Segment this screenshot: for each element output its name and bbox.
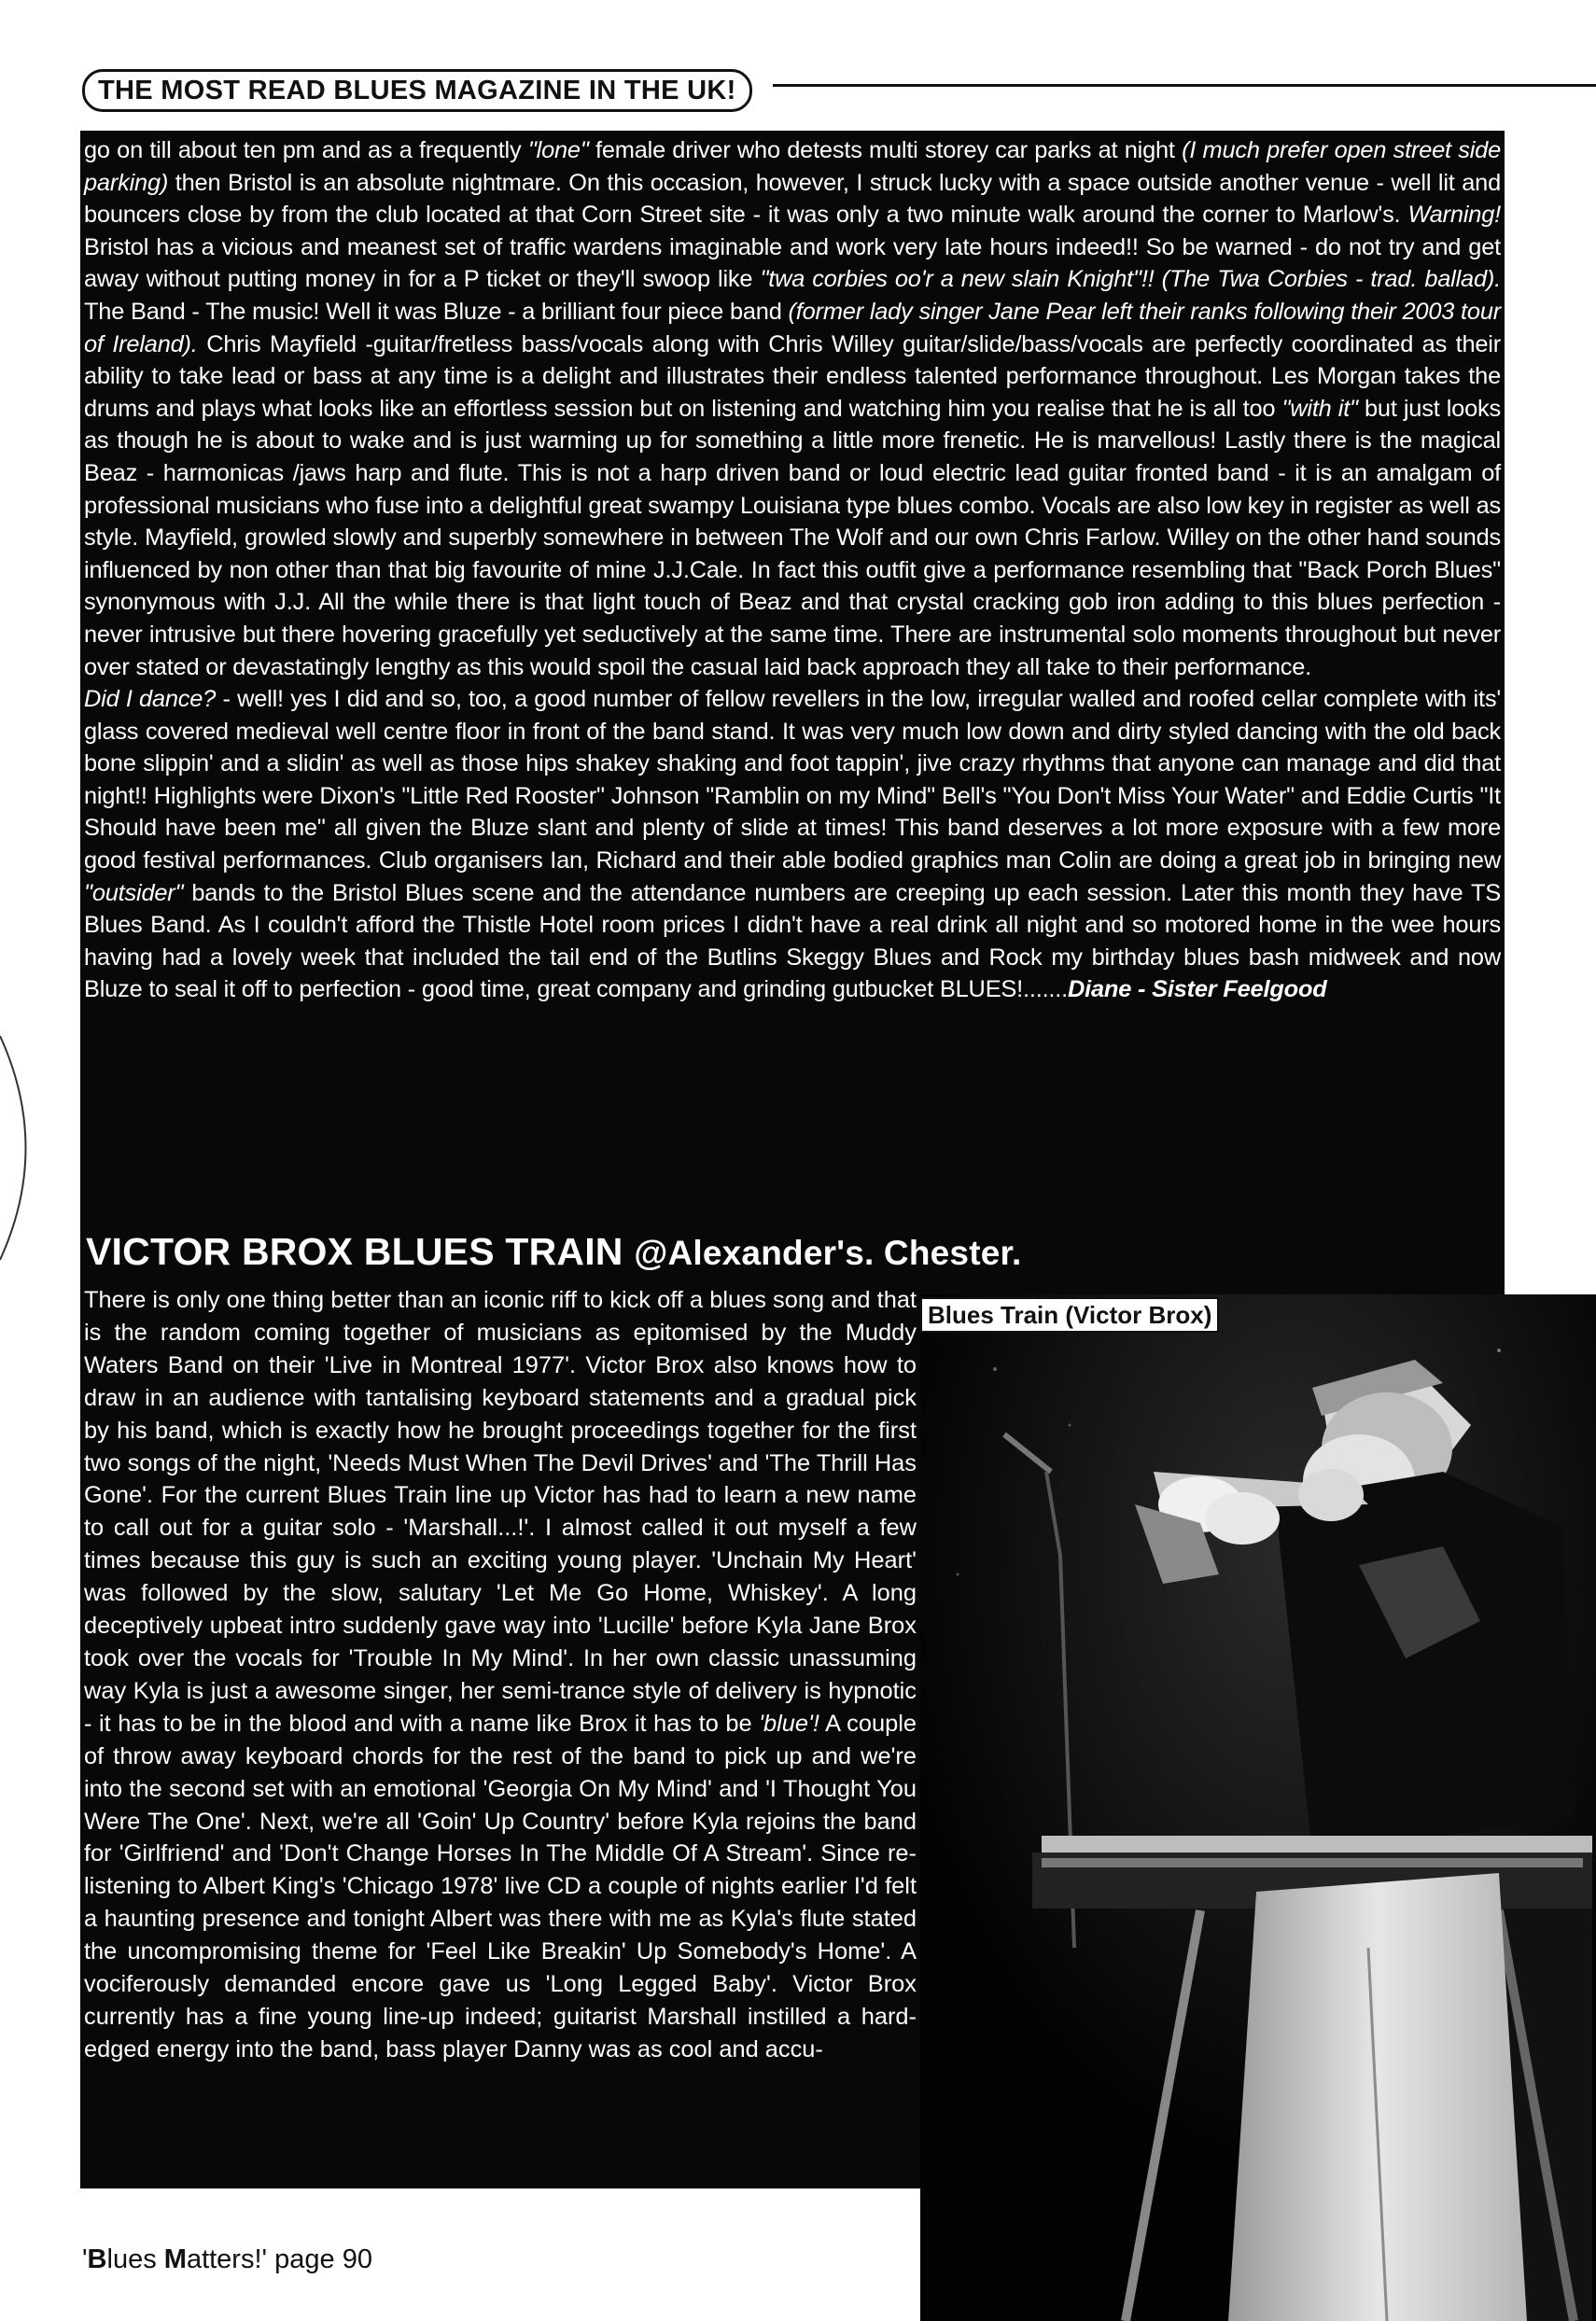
binding-edge-mark	[0, 1027, 56, 1269]
victor-brox-performing-photo	[920, 1294, 1596, 2321]
victor-brox-review-text	[80, 1279, 920, 2188]
magazine-tagline: THE MOST READ BLUES MAGAZINE IN THE UK!	[82, 69, 752, 112]
text-run: Chris Mayfield -guitar/fretless bass/vocals along with Chris Willey guitar/slide/bass/vocals are perfectly coordinated as their ability to take lead or bass at any time is a delight and illustrates their endless talented performance throughout. Les Morgan takes the drums and plays what looks like an effortless session but on listening and watching him you realise that he is all too	[84, 330, 1501, 422]
text-run: then Bristol is an absolute nightmare. On this occasion, however, I struck lucky with a space outside another venue - well lit and bouncers close by from the club located at that Corn Street site - it was only a two minute walk around the corner to Marlow's.	[84, 169, 1501, 229]
review-paragraph	[84, 134, 1501, 683]
bluze-review-text	[80, 131, 1505, 1297]
article-heading	[86, 1230, 1022, 1274]
text-run: Did I dance?	[84, 686, 217, 713]
text-run: Warning!	[1407, 202, 1501, 229]
text-run: Bristol has a vicious and meanest set of traffic wardens imaginable and work very late hours indeed!! So be warned - do not try and get away without putting money in for a P ticket or they'll swoop like	[84, 233, 1501, 293]
text-run: "lone"	[527, 137, 589, 163]
text-run: bands to the Bristol Blues scene and the attendance numbers are creeping up each session. Later this month they have TS Blues Band. As I couldn't afford the Thistle Hotel room prices I didn't have a real drink all night and so motored home in the wee hours having had a lovely week that included the tail end of the Butlins Skeggy Blues and Rock my birthday blues bash midweek and now Bluze to seal it off to perfection - good time, great company and grinding gutbucket BLUES!.......	[84, 879, 1501, 1003]
header-rule	[773, 84, 1596, 87]
text-run: (I much prefer open street side parking)	[84, 137, 1501, 196]
text-run: go on till about ten pm and as a frequently	[84, 137, 528, 163]
author-signature: Diane - Sister Feelgood	[1068, 976, 1327, 1003]
text-run: but just looks as though he is about to wake and is just warming up for something a little more frenetic. He is marvellous! Lastly there is the magical Beaz - harmonicas /jaws harp and flute. This is not a harp driven band or loud electric lead guitar fronted band - it is an amalgam of professional musicians who fuse into a delightful great swampy Louisiana type blues combo. Vocals are also low key in register as well as style. Mayfield, growled slowly and superbly somewhere in between The Wolf and our own Chris Farlow. Willey on the other hand sounds influenced by non other than that big favourite of mine J.J.Cale. In fact this outfit give a performance resembling that "Back Porch Blues" synonymous with J.J. All the while there is that light touch of Beaz and that crystal cracking gob iron adding to this blues perfection - never intrusive but there hovering gracefully yet seductively at the same time. There are instrumental solo moments throughout but never over stated or devastatingly lengthy as this would spoil the casual laid back approach they all take to their performance.	[84, 395, 1501, 680]
masthead	[82, 65, 1596, 114]
photo-caption: Blues Train (Victor Brox)	[920, 1297, 1219, 1333]
text-run: There is only one thing better than an iconic riff to kick off a blues song and that is the random coming together of musicians as epitomised by the Muddy Waters Band on their 'Live in Montreal 1977'. Victor Brox also knows how to draw in an audience with tantalising keyboard statements and a gradual pick by his band, which is exactly how he brought proceedings together for the first two songs of the night, 'Needs Must When The Devil Drives' and 'The Thrill Has Gone'. For the current Blues Train line up Victor has had to learn a new name to call out for a guitar solo - 'Marshall...!'. I almost called it out myself a few times because this guy is such an exciting young player. 'Unchain My Heart' was followed by the slow, salutary 'Let Me Go Home, Whiskey'. A long deceptively upbeat intro suddenly gave way into 'Lucille' before Kyla Jane Brox took over the vocals for 'Trouble In My Mind'. In her own classic unassuming way Kyla is just a awesome singer, her semi-trance style of delivery is hypnotic - it has to be in the blood and with a name like Brox it has to be	[84, 1287, 917, 1737]
text-run: female driver who detests multi storey car parks at night	[588, 137, 1183, 163]
text-run: "outsider"	[84, 879, 184, 906]
heading-main: VICTOR BROX BLUES TRAIN	[86, 1230, 635, 1273]
page-footer: 'Blues Matters!' page 90	[82, 2244, 372, 2274]
heading-venue: @Alexander's. Chester.	[634, 1234, 1022, 1272]
text-run: A couple of throw away keyboard chords for the rest of the band to pick up and we're into the second set with an emotional 'Georgia On My Mind' and 'I Thought You Were The One'. Next, we're all 'Goin' Up Country' before Kyla rejoins the band for 'Girlfriend' and 'Don't Change Horses In The Middle Of A Stream'. Since re-listening to Albert King's 'Chicago 1978' live CD a couple of nights earlier I'd felt a haunting presence and tonight Albert was there with me as Kyla's flute stated the uncompromising theme for 'Feel Like Breakin' Up Somebody's Home'. A vociferously demanded encore gave us 'Long Legged Baby'. Victor Brox currently has a fine young line-up indeed; guitarist Marshall instilled a hard-edged energy into the band, bass player Danny was as cool and accu-	[84, 1710, 917, 2062]
concert-photo	[920, 1294, 1596, 2321]
text-run: - well! yes I did and so, too, a good number of fellow revellers in the low, irregular walled and roofed cellar complete with its' glass covered medieval well centre floor in front of the band stand. It was very much low down and dirty styled dancing with the old back bone slippin' and a slidin' as well as those hips shakey shaking and foot tappin', jive crazy rhythms that anyone can manage and did that night!! Highlights were Dixon's "Little Red Rooster" Johnson "Ramblin on my Mind" Bell's "You Don't Miss Your Water" and Eddie Curtis "It Should have been me" all given the Bluze slant and plenty of slide at times! This band deserves a lot more exposure with a few more good festival performances. Club organisers Ian, Richard and their able bodied graphics man Colin are doing a great job in bringing new	[84, 686, 1501, 874]
text-run: The Band - The music! Well it was Bluze - a brilliant four piece band	[84, 298, 789, 325]
text-run: "twa corbies oo'r a new slain Knight"!! (The Twa Corbies - trad. ballad).	[760, 266, 1502, 293]
text-run: (former lady singer Jane Pear left their ranks following their 2003 tour of Ireland).	[84, 298, 1501, 357]
text-run: 'blue'!	[759, 1710, 819, 1737]
text-run: "with it"	[1281, 395, 1358, 422]
review-paragraph	[84, 683, 1501, 1006]
